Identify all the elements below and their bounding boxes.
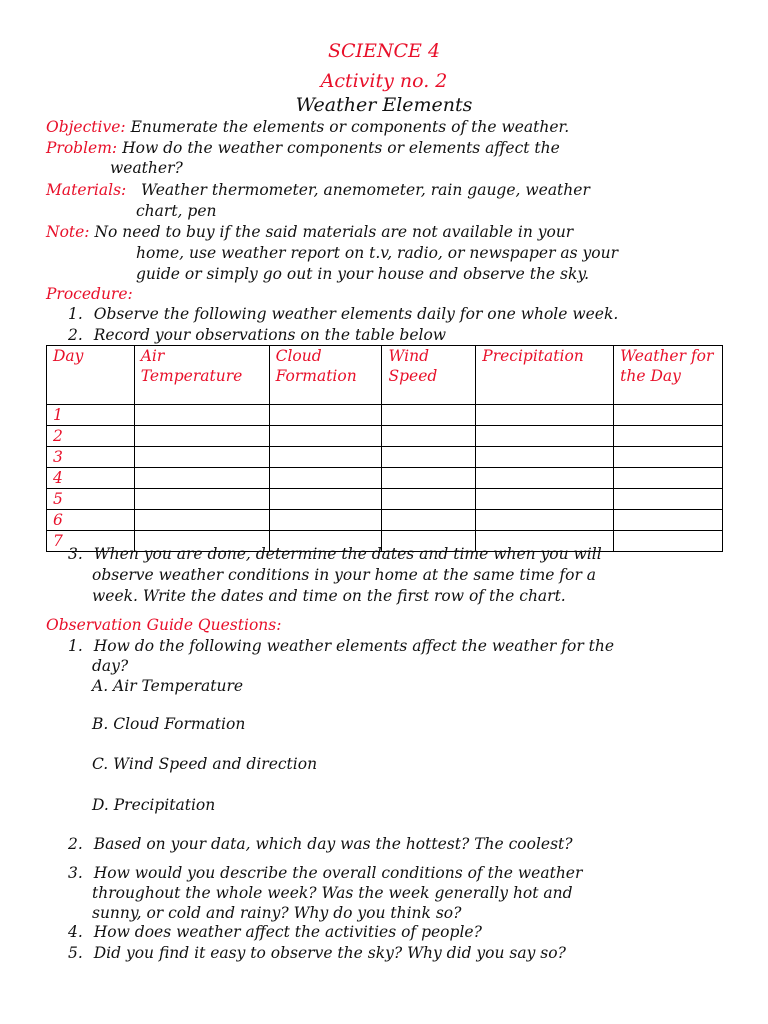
header-day: Day (47, 346, 135, 405)
day-cell: 2 (47, 426, 135, 447)
precipitation-cell[interactable] (476, 447, 614, 468)
question-3 (68, 863, 582, 884)
wind-speed-cell[interactable] (382, 447, 476, 468)
question-1-text-2: day? (92, 657, 129, 675)
note-text-2: home, use weather report on t.v, radio, or newspaper as your (136, 244, 619, 262)
materials-line (46, 180, 590, 201)
table-row (47, 510, 723, 531)
header-weather-for-the-day: Weather for the Day (614, 346, 723, 405)
air-temperature-cell[interactable] (134, 489, 269, 510)
weather-for-the-day-cell[interactable] (614, 489, 723, 510)
problem-label: Problem: (46, 139, 118, 157)
air-temperature-cell[interactable] (134, 405, 269, 426)
subject-title: SCIENCE 4 (327, 40, 441, 62)
note-text-3: guide or simply go out in your house and observe the sky. (136, 265, 590, 283)
note-label: Note: (46, 223, 90, 241)
question-2-number: 2. (68, 835, 83, 853)
weather-observation-table (46, 345, 723, 552)
day-cell: 1 (47, 405, 135, 426)
step-3-number: 3. (68, 545, 83, 563)
cloud-formation-cell[interactable] (269, 405, 382, 426)
day-cell: 7 (47, 531, 135, 552)
materials-text-2: chart, pen (136, 202, 217, 220)
procedure-step-3 (68, 544, 602, 565)
precipitation-cell[interactable] (476, 426, 614, 447)
air-temperature-cell[interactable] (134, 510, 269, 531)
table-row (47, 489, 723, 510)
question-1-text-1: How do the following weather elements affect the weather for the (93, 637, 615, 655)
objective-line (46, 117, 569, 138)
wind-speed-cell[interactable] (382, 489, 476, 510)
table-row (47, 426, 723, 447)
question-1 (68, 636, 614, 657)
precipitation-cell[interactable] (476, 489, 614, 510)
precipitation-cell[interactable] (476, 405, 614, 426)
question-3-text-2: throughout the whole week? Was the week generally hot and (92, 884, 573, 902)
step-3-text-3: week. Write the dates and time on the first row of the chart. (92, 587, 566, 605)
note-line (46, 222, 573, 243)
question-1-item-c: C. Wind Speed and direction (92, 755, 318, 773)
wind-speed-cell[interactable] (382, 468, 476, 489)
step-3-text-2: observe weather conditions in your home at the same time for a (92, 566, 597, 584)
wind-speed-cell[interactable] (382, 426, 476, 447)
question-3-text-3: sunny, or cold and rainy? Why do you think so? (92, 904, 462, 922)
question-3-number: 3. (68, 864, 83, 882)
question-4-number: 4. (68, 923, 83, 941)
weather-for-the-day-cell[interactable] (614, 468, 723, 489)
air-temperature-cell[interactable] (134, 447, 269, 468)
air-temperature-cell[interactable] (134, 426, 269, 447)
header-wind-speed: Wind Speed (382, 346, 476, 405)
precipitation-cell[interactable] (476, 468, 614, 489)
question-1-item-d: D. Precipitation (92, 796, 216, 814)
step-1-number: 1. (68, 305, 83, 323)
day-cell: 6 (47, 510, 135, 531)
day-cell: 5 (47, 489, 135, 510)
procedure-step-1 (68, 304, 618, 325)
problem-text-1: How do the weather components or elements affect the (122, 139, 560, 157)
question-5 (68, 943, 566, 964)
precipitation-cell[interactable] (476, 510, 614, 531)
weather-for-the-day-cell[interactable] (614, 510, 723, 531)
procedure-label: Procedure: (46, 285, 133, 303)
question-1-item-b: B. Cloud Formation (92, 715, 246, 733)
question-5-number: 5. (68, 944, 83, 962)
problem-line (46, 138, 560, 159)
objective-label: Objective: (46, 118, 126, 136)
question-4 (68, 922, 482, 943)
table-row (47, 468, 723, 489)
step-2-text: Record your observations on the table below (93, 326, 447, 344)
day-cell: 4 (47, 468, 135, 489)
materials-label: Materials: (46, 181, 127, 199)
procedure-step-2 (68, 325, 446, 346)
table-row (47, 405, 723, 426)
question-2 (68, 834, 573, 855)
objective-text: Enumerate the elements or components of the weather. (130, 118, 570, 136)
cloud-formation-cell[interactable] (269, 489, 382, 510)
weather-for-the-day-cell[interactable] (614, 447, 723, 468)
header-air-temperature: Air Temperature (134, 346, 269, 405)
table-row (47, 447, 723, 468)
step-1-text: Observe the following weather elements daily for one whole week. (93, 305, 619, 323)
question-2-text: Based on your data, which day was the hottest? The coolest? (93, 835, 573, 853)
cloud-formation-cell[interactable] (269, 468, 382, 489)
problem-text-2: weather? (110, 159, 183, 177)
question-4-text: How does weather affect the activities of people? (93, 923, 482, 941)
header-precipitation: Precipitation (476, 346, 614, 405)
air-temperature-cell[interactable] (134, 468, 269, 489)
weather-for-the-day-cell[interactable] (614, 426, 723, 447)
question-3-text-1: How would you describe the overall conditions of the weather (93, 864, 583, 882)
weather-for-the-day-cell[interactable] (614, 405, 723, 426)
materials-text-1: Weather thermometer, anemometer, rain gauge, weather (141, 181, 590, 199)
table-header-row (47, 346, 723, 405)
activity-number: Activity no. 2 (320, 70, 448, 92)
question-1-number: 1. (68, 637, 83, 655)
weather-for-the-day-cell[interactable] (614, 531, 723, 552)
day-cell: 3 (47, 447, 135, 468)
question-5-text: Did you find it easy to observe the sky? Why did you say so? (93, 944, 566, 962)
step-2-number: 2. (68, 326, 83, 344)
guide-questions-label: Observation Guide Questions: (46, 616, 282, 634)
cloud-formation-cell[interactable] (269, 510, 382, 531)
cloud-formation-cell[interactable] (269, 447, 382, 468)
step-3-text-1: When you are done, determine the dates and time when you will (93, 545, 602, 563)
cloud-formation-cell[interactable] (269, 426, 382, 447)
wind-speed-cell[interactable] (382, 405, 476, 426)
activity-topic: Weather Elements (295, 94, 473, 116)
header-cloud-formation: Cloud Formation (269, 346, 382, 405)
question-1-item-a: A. Air Temperature (92, 677, 244, 695)
note-text-1: No need to buy if the said materials are not available in your (94, 223, 574, 241)
wind-speed-cell[interactable] (382, 510, 476, 531)
